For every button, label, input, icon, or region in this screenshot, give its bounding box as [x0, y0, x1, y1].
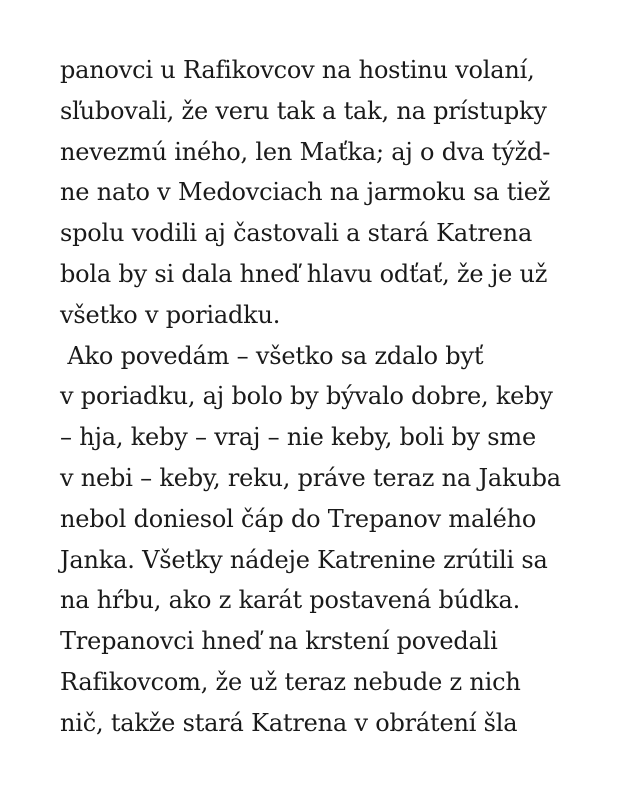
text-line: – hja, keby – vraj – nie keby, boli by sme: [60, 423, 536, 452]
text-line: nebol doniesol čáp do Trepanov malého: [60, 504, 537, 533]
text-line: všetko v poriadku.: [60, 300, 281, 329]
text-line: Janka. Všetky nádeje Katrenine zrútili sa: [60, 545, 548, 574]
text-line: bola by si dala hneď hlavu odťať, že je už: [60, 259, 548, 288]
text-line: nič, takže stará Katrena v obrátení šla: [60, 708, 518, 737]
text-line: panovci u Rafikovcov na hostinu volaní,: [60, 56, 535, 84]
text-line: v nebi – keby, reku, práve teraz na Jakuba: [60, 463, 561, 492]
text-line: Ako povedám – všetko sa zdalo byť: [60, 341, 484, 370]
text-line: v poriadku, aj bolo by bývalo dobre, keby: [60, 382, 553, 411]
text-line: na hŕbu, ako z karát postavená búdka.: [60, 586, 521, 615]
text-line: nevezmú iného, len Maťka; aj o dva týžd-: [60, 137, 551, 166]
text-line: Rafikovcom, že už teraz nebude z nich: [60, 667, 521, 696]
text-line: spolu vodili aj častovali a stará Katrena: [60, 219, 533, 248]
text-line: ne nato v Medovciach na jarmoku sa tiež: [60, 178, 551, 207]
text-line: sľubovali, že veru tak a tak, na prístupky: [60, 96, 547, 125]
text-line: Trepanovci hneď na krstení povedali: [60, 627, 498, 656]
body-text: [60, 50, 600, 744]
